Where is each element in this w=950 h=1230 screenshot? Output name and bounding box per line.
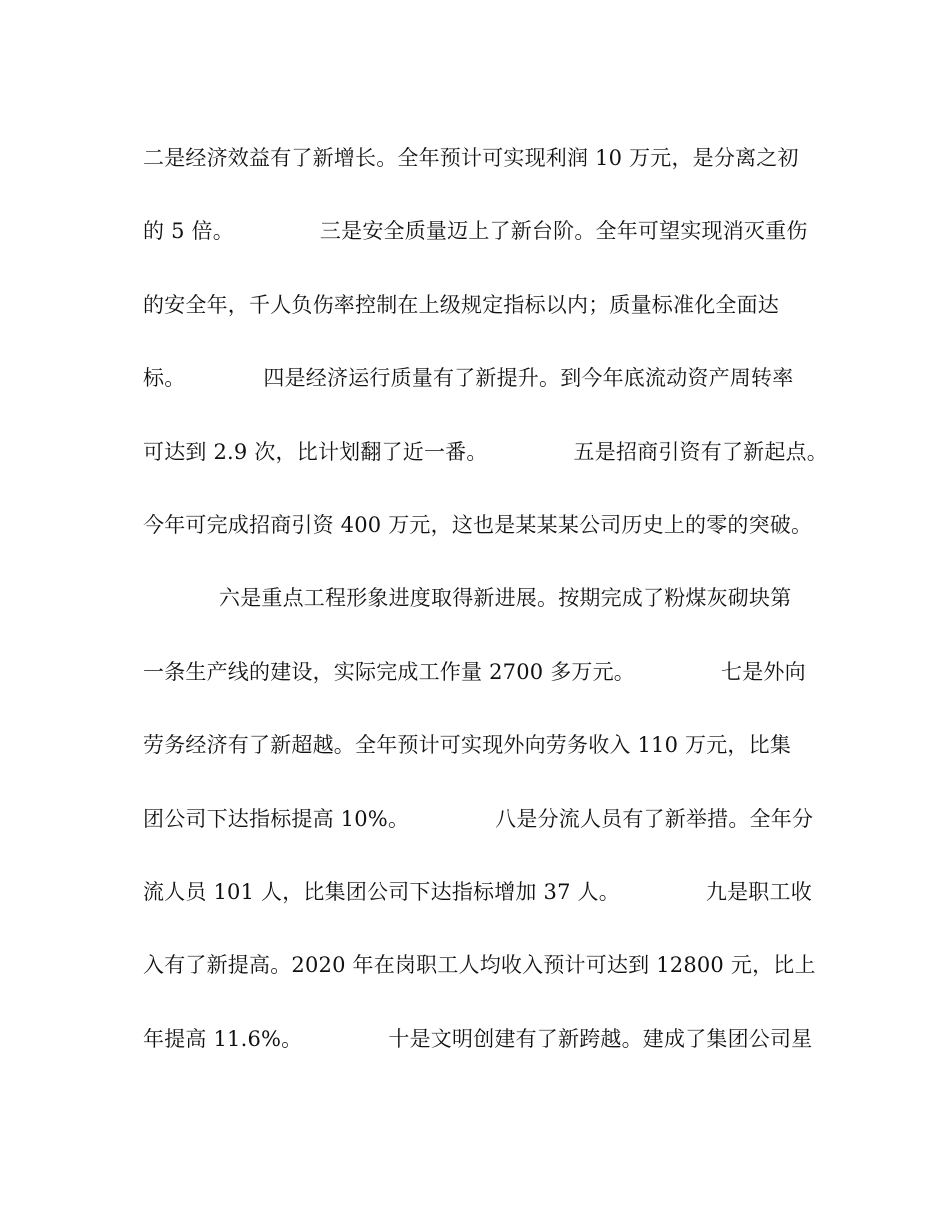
text-line-11	[143, 874, 843, 947]
line-9-text: 劳务经济有了新超越。全年预计可实现外向劳务收入 110 万元，比集	[143, 733, 792, 758]
text-line-2	[143, 213, 843, 286]
text-line-6	[143, 507, 843, 580]
line-11-text-a: 流人员 101 人，比集团公司下达指标增加 37 人。	[143, 879, 620, 904]
text-line-1	[143, 140, 843, 213]
line-2-text-a: 的 5 倍。	[143, 219, 234, 244]
line-6-text: 今年可完成招商引资 400 万元，这也是某某某公司历史上的零的突破。	[143, 512, 813, 537]
line-3-text: 的安全年，千人负伤率控制在上级规定指标以内；质量标准化全面达	[143, 292, 779, 317]
line-4-text-a: 标。	[143, 366, 186, 391]
line-5-text-b: 五是招商引资有了新起点。	[573, 439, 828, 464]
line-2-text-b: 三是安全质量迈上了新台阶。全年可望实现消灭重伤	[319, 219, 808, 244]
text-line-3	[143, 287, 843, 360]
line-8-text-b: 七是外向	[721, 659, 806, 684]
text-line-7	[143, 580, 843, 653]
text-line-13	[143, 1021, 843, 1094]
line-1-text: 二是经济效益有了新增长。全年预计可实现利润 10 万元，是分离之初	[143, 146, 799, 170]
text-line-8	[143, 654, 843, 727]
line-13-text-b: 十是文明创建有了新跨越。建成了集团公司星	[388, 1026, 813, 1051]
text-line-4	[143, 360, 843, 433]
text-line-10	[143, 801, 843, 874]
line-12-text: 入有了新提高。2020 年在岗职工人均收入预计可达到 12800 元，比上	[143, 953, 816, 978]
line-5-text-a: 可达到 2.9 次，比计划翻了近一番。	[143, 439, 488, 464]
line-4-text-b: 四是经济运行质量有了新提升。到今年底流动资产周转率	[263, 366, 794, 391]
line-7-text: 六是重点工程形象进度取得新进展。按期完成了粉煤灰砌块第	[219, 586, 792, 611]
line-8-text-a: 一条生产线的建设，实际完成工作量 2700 多万元。	[143, 659, 635, 684]
text-line-5	[143, 434, 843, 507]
line-10-text-a: 团公司下达指标提高 10%。	[143, 806, 410, 831]
line-13-text-a: 年提高 11.6%。	[143, 1026, 303, 1051]
line-10-text-b: 八是分流人员有了新举措。全年分	[495, 806, 814, 831]
line-11-text-b: 九是职工收	[705, 879, 812, 904]
text-line-12	[143, 947, 843, 1020]
body-text	[143, 140, 843, 1094]
text-line-9	[143, 727, 843, 800]
